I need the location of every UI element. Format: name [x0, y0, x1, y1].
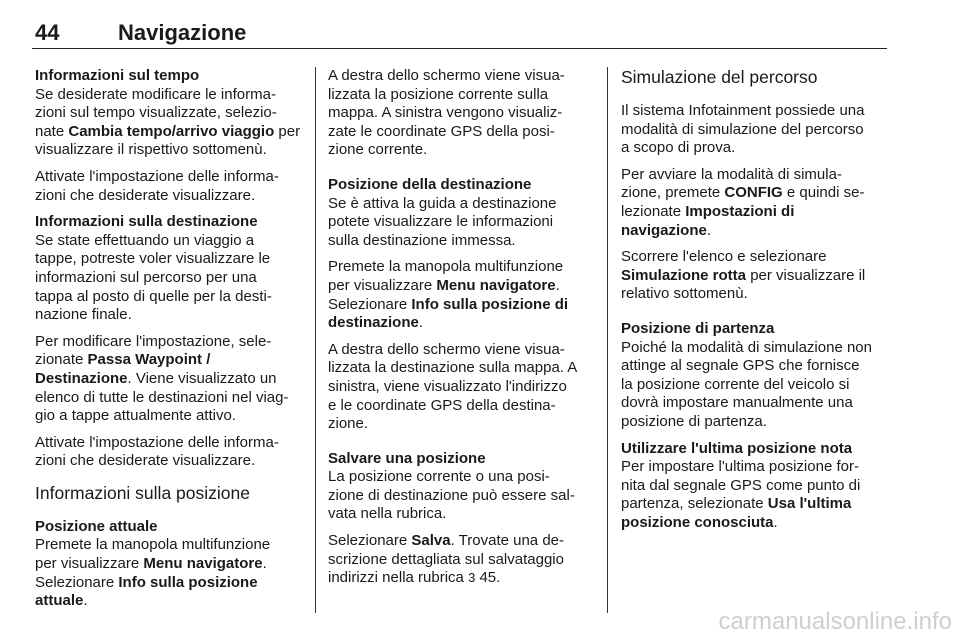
text-line: Se desiderate modificare le informa- — [35, 85, 276, 103]
text-line: scrizione dettagliata sul salvataggio — [328, 550, 564, 568]
text-line: Attivate l'impostazione delle informa- — [35, 433, 279, 451]
page-title: Navigazione — [118, 20, 247, 45]
text-line: tappa al posto di quelle per la desti- — [35, 287, 272, 305]
text-line: zioni che desiderate visualizzare. — [35, 186, 256, 204]
text-line: potete visualizzare le informazioni — [328, 213, 554, 231]
text-line: A destra dello schermo viene visua- — [328, 67, 565, 84]
text-line: Attivate l'impostazione delle informa- — [35, 167, 279, 185]
text-line: zione, premete CONFIG e quindi se- — [621, 184, 865, 202]
text-line: mappa. A sinistra vengono visualiz- — [328, 104, 563, 122]
text-line: informazioni sul percorso per una — [35, 268, 257, 286]
page-reference-icon: 3 — [468, 570, 476, 586]
text-line: nita dal segnale GPS come punto di — [621, 476, 861, 494]
text-line: Selezionare Salva. Trovate una de- — [328, 532, 564, 550]
section-salvare-posizione — [328, 450, 594, 524]
subheading: Posizione attuale — [35, 517, 158, 535]
text-line: partenza, selezionate Usa l'ultima — [621, 495, 852, 513]
text-line: indirizzi nella rubrica 3 45. — [328, 569, 501, 587]
section-tempo — [35, 67, 305, 160]
text-line: destinazione. — [328, 314, 424, 332]
text-line: relativo sottomenù. — [621, 285, 748, 303]
subheading: Salvare una posizione — [328, 449, 486, 467]
text-line: Selezionare Info sulla posizione di — [328, 295, 569, 313]
text-line: zione corrente. — [328, 141, 428, 159]
paragraph — [328, 341, 594, 434]
subheading: Utilizzare l'ultima posizione nota — [621, 439, 853, 457]
text-line: Per impostare l'ultima posizione for- — [621, 458, 859, 476]
subheading: Posizione della destinazione — [328, 175, 532, 193]
text-line: e le coordinate GPS della destina- — [328, 396, 556, 414]
text-line: zione. — [328, 415, 369, 433]
column-divider — [607, 67, 608, 613]
text-line: Destinazione. Viene visualizzato un — [35, 369, 277, 387]
paragraph — [35, 333, 305, 426]
watermark: carmanualsonline.info — [718, 608, 952, 635]
section-heading: Informazioni sulla posizione — [35, 482, 250, 503]
text-line: dovrà impostare manualmente una — [621, 394, 853, 412]
paragraph — [621, 102, 889, 158]
subheading: Informazioni sulla destinazione — [35, 213, 258, 231]
paragraph — [328, 67, 594, 160]
text-line: attuale. — [35, 592, 88, 610]
text-line: Premete la manopola multifunzione — [328, 258, 564, 276]
section-posizione-attuale — [35, 518, 305, 611]
text-line: zate le coordinate GPS della posi- — [328, 122, 555, 140]
text-line: lizzata la destinazione sulla mappa. A — [328, 359, 578, 377]
text-line: gio a tappe attualmente attivo. — [35, 407, 236, 425]
paragraph — [328, 258, 594, 332]
text-line: lezionate Impostazioni di — [621, 202, 795, 220]
text-line: per visualizzare Menu navigatore. — [328, 276, 560, 294]
page-header — [32, 14, 887, 49]
text-line: Simulazione rotta per visualizzare il — [621, 266, 866, 284]
text-line: vata nella rubrica. — [328, 505, 447, 523]
column-left — [35, 67, 305, 619]
paragraph — [621, 166, 889, 240]
text-line: lizzata la posizione corrente sulla — [328, 85, 549, 103]
text-line: navigazione. — [621, 221, 712, 239]
text-line: posizione conosciuta. — [621, 513, 778, 531]
text-line: Se è attiva la guida a destinazione — [328, 194, 557, 212]
text-line: Scorrere l'elenco e selezionare — [621, 248, 827, 266]
text-line: zione di destinazione può essere sal- — [328, 486, 575, 504]
text-line: nazione finale. — [35, 306, 132, 324]
column-divider — [315, 67, 316, 613]
section-heading: Simulazione del percorso — [621, 67, 818, 87]
text-line: Il sistema Infotainment possiede una — [621, 102, 865, 119]
paragraph — [621, 248, 889, 304]
section-posizione-partenza — [621, 320, 889, 432]
text-line: la posizione corrente del veicolo si — [621, 375, 850, 393]
column-right — [621, 67, 889, 540]
section-posizione-destinazione — [328, 176, 594, 250]
subheading: Informazioni sul tempo — [35, 67, 200, 84]
column-middle — [328, 67, 594, 596]
text-line: nate Cambia tempo/arrivo viaggio per — [35, 122, 301, 140]
text-line: per visualizzare Menu navigatore. — [35, 555, 267, 573]
text-line: posizione di partenza. — [621, 412, 767, 430]
text-line: sinistra, viene visualizzato l'indirizzo — [328, 377, 567, 395]
text-line: Poiché la modalità di simulazione non — [621, 338, 872, 356]
text-line: La posizione corrente o una posi- — [328, 468, 550, 486]
section-destinazione — [35, 213, 305, 325]
text-line: zionate Passa Waypoint / — [35, 351, 211, 369]
paragraph — [328, 532, 594, 588]
text-line: Premete la manopola multifunzione — [35, 536, 271, 554]
section-ultima-posizione — [621, 440, 889, 533]
text-line: modalità di simulazione del percorso — [621, 120, 864, 138]
paragraph — [35, 434, 305, 471]
text-line: Se state effettuando un viaggio a — [35, 231, 255, 249]
text-line: a scopo di prova. — [621, 139, 736, 157]
text-line: Per avviare la modalità di simula- — [621, 165, 842, 183]
text-line: zioni sul tempo visualizzate, selezio- — [35, 104, 277, 122]
text-line: visualizzare il rispettivo sottomenù. — [35, 141, 267, 159]
text-line: attinge al segnale GPS che fornisce — [621, 357, 860, 375]
text-line: elenco di tutte le destinazioni nel viag- — [35, 388, 289, 406]
page-number: 44 — [35, 20, 60, 45]
text-line: sulla destinazione immessa. — [328, 231, 516, 249]
text-line: tappe, potreste voler visualizzare le — [35, 250, 271, 268]
text-line: Selezionare Info sulla posizione — [35, 573, 258, 591]
subheading: Posizione di partenza — [621, 319, 775, 337]
text-line: Per modificare l'impostazione, sele- — [35, 332, 272, 350]
text-line: zioni che desiderate visualizzare. — [35, 452, 256, 470]
text-line: A destra dello schermo viene visua- — [328, 340, 565, 358]
paragraph — [35, 168, 305, 205]
